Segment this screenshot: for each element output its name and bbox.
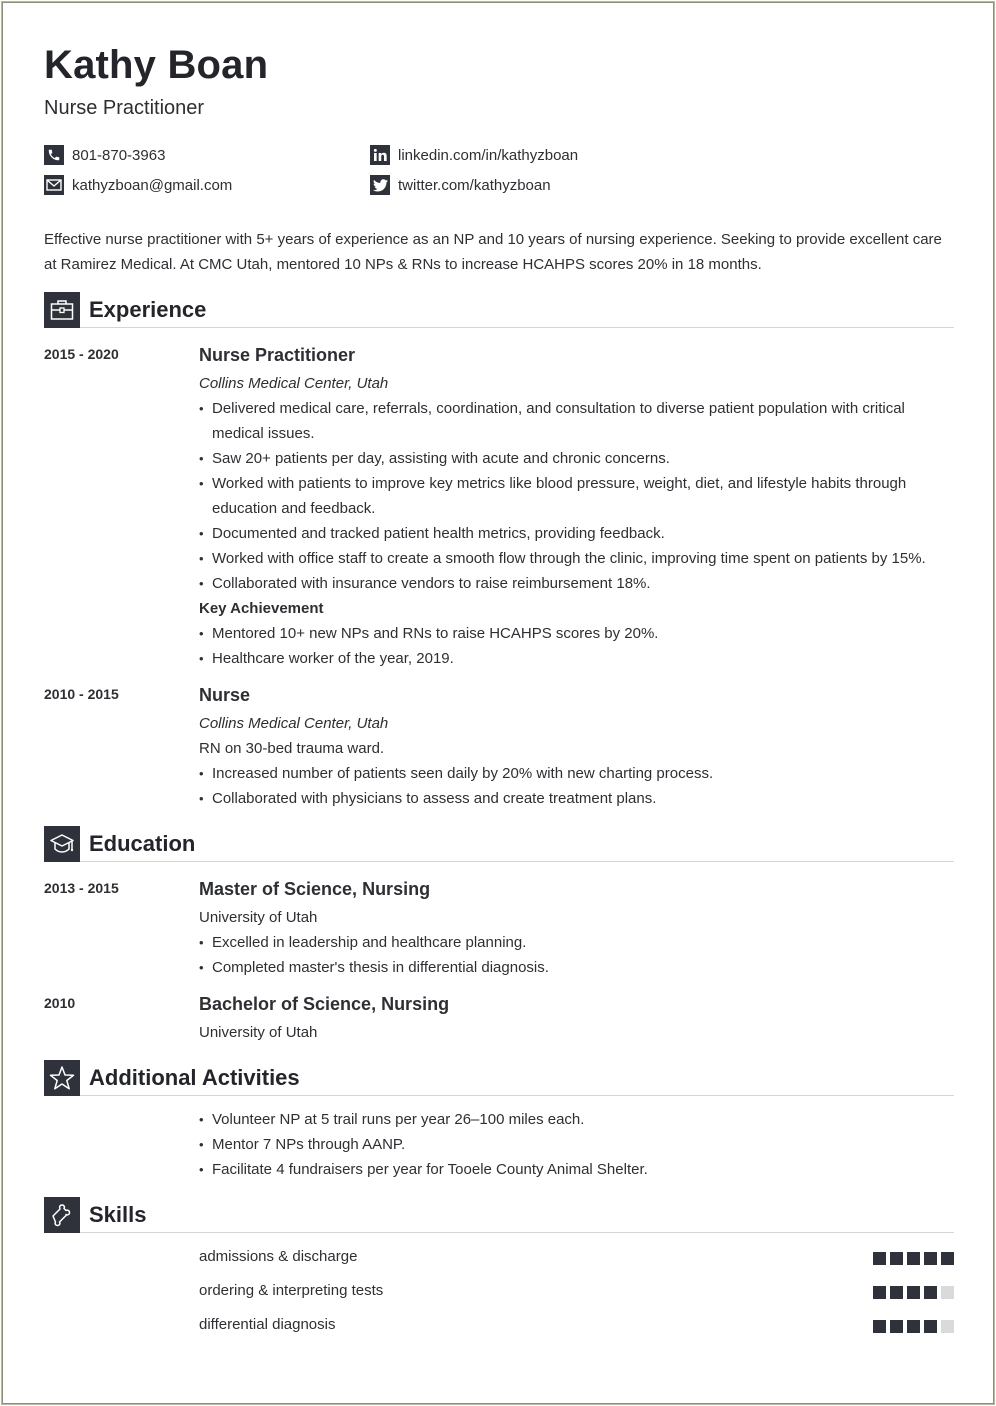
- candidate-title: Nurse Practitioner: [44, 97, 205, 119]
- section-education: [44, 826, 954, 862]
- list-item: • Worked with office staff to create a smooth flow through the clinic, improving time spent on patients by 15%.: [199, 546, 954, 571]
- contact-phone: [44, 145, 370, 165]
- entry-bullets: [199, 761, 954, 811]
- list-item: • Collaborated with insurance vendors to raise reimbursement 18%.: [199, 571, 954, 596]
- twitter-icon: [370, 175, 390, 195]
- rating-dot-filled: [924, 1320, 937, 1333]
- skill-rating-4-of-5: [873, 1286, 954, 1299]
- skill-name: ordering & interpreting tests: [199, 1282, 384, 1299]
- skill-row: [199, 1316, 954, 1336]
- linkedin-icon: [370, 145, 390, 165]
- rating-dot-filled: [907, 1320, 920, 1333]
- entry-degree: Master of Science, Nursing: [199, 879, 431, 899]
- summary: Effective nurse practitioner with 5+ years of experience as an NP and 10 years of nursing experience. Seeking to provide excellent care at Ramirez Medical. At CMC Utah, mentored 10 NPs & RNs to increase HCAHPS scores 20% in 18 months.: [44, 231, 942, 273]
- list-item: • Excelled in leadership and healthcare planning.: [199, 930, 954, 955]
- rating-dot-filled: [924, 1252, 937, 1265]
- list-item: • Collaborated with physicians to assess and create treatment plans.: [199, 786, 954, 811]
- rating-dot-filled: [890, 1252, 903, 1265]
- entry-organization: Collins Medical Center, Utah: [199, 715, 389, 732]
- resume-page: [2, 2, 994, 1404]
- list-item: • Increased number of patients seen daily by 20% with new charting process.: [199, 761, 954, 786]
- briefcase-icon: [44, 292, 80, 328]
- rating-dot-filled: [873, 1320, 886, 1333]
- email-link[interactable]: kathyzboan@gmail.com: [72, 176, 233, 194]
- rating-dot-filled: [924, 1286, 937, 1299]
- list-item: • Worked with patients to improve key metrics like blood pressure, weight, diet, and lifestyle habits through education and feedback.: [199, 471, 954, 521]
- skill-row: [199, 1282, 954, 1302]
- section-title: Additional Activities: [89, 1065, 300, 1090]
- entry-body: [199, 683, 954, 811]
- list-item: • Saw 20+ patients per day, assisting with acute and chronic concerns.: [199, 446, 954, 471]
- list-item: • Delivered medical care, referrals, coordination, and consultation to diverse patient population with critical medical issues.: [199, 396, 954, 446]
- skill-rating-5-of-5: [873, 1252, 954, 1265]
- entry-body: [199, 992, 954, 1045]
- list-item: • Documented and tracked patient health metrics, providing feedback.: [199, 521, 954, 546]
- puzzle-piece-icon: [44, 1197, 80, 1233]
- contact-row-1: [44, 145, 954, 165]
- activities-bullets: [199, 1107, 954, 1182]
- entry-school: University of Utah: [199, 1024, 318, 1041]
- contact-linkedin[interactable]: [370, 145, 578, 165]
- skill-row: [199, 1248, 954, 1268]
- skill-rating-4-of-5: [873, 1320, 954, 1333]
- rating-dot-empty: [941, 1320, 954, 1333]
- section-divider: [80, 861, 954, 862]
- rating-dot-filled: [873, 1286, 886, 1299]
- entry-bullets: [199, 930, 954, 980]
- contact-email[interactable]: [44, 175, 370, 195]
- section-title: Experience: [89, 297, 207, 322]
- entry-degree: Bachelor of Science, Nursing: [199, 994, 450, 1014]
- candidate-name: Kathy Boan: [44, 43, 269, 87]
- phone-text: 801-870-3963: [72, 146, 166, 164]
- entry-role: Nurse: [199, 685, 251, 705]
- section-title: Education: [89, 831, 196, 856]
- section-divider: [80, 1095, 954, 1096]
- entry-body: [199, 1107, 954, 1182]
- section-experience: [44, 292, 954, 328]
- list-item: • Completed master's thesis in differential diagnosis.: [199, 955, 954, 980]
- entry-dates: 2010: [44, 995, 76, 1011]
- graduation-cap-icon: [44, 826, 80, 862]
- contact-twitter[interactable]: [370, 175, 551, 195]
- list-item: • Healthcare worker of the year, 2019.: [199, 646, 954, 671]
- list-item: • Facilitate 4 fundraisers per year for Tooele County Animal Shelter.: [199, 1157, 954, 1182]
- entry-body: [199, 343, 954, 671]
- twitter-link[interactable]: twitter.com/kathyzboan: [398, 176, 551, 194]
- list-item: • Volunteer NP at 5 trail runs per year 26–100 miles each.: [199, 1107, 954, 1132]
- rating-dot-filled: [907, 1286, 920, 1299]
- entry-dates: 2010 - 2015: [44, 686, 119, 702]
- entry-organization: Collins Medical Center, Utah: [199, 375, 389, 392]
- star-icon: [44, 1060, 80, 1096]
- skill-name: differential diagnosis: [199, 1316, 336, 1333]
- achievement-bullets: [199, 621, 954, 671]
- section-activities: [44, 1060, 954, 1096]
- contact-row-2: [44, 175, 954, 195]
- section-divider: [80, 1232, 954, 1233]
- entry-dates: 2015 - 2020: [44, 346, 119, 362]
- rating-dot-filled: [941, 1252, 954, 1265]
- envelope-icon: [44, 175, 64, 195]
- entry-dates: 2013 - 2015: [44, 880, 119, 896]
- rating-dot-filled: [873, 1252, 886, 1265]
- phone-icon: [44, 145, 64, 165]
- linkedin-link[interactable]: linkedin.com/in/kathyzboan: [398, 146, 579, 164]
- entry-school: University of Utah: [199, 909, 318, 926]
- rating-dot-filled: [890, 1286, 903, 1299]
- list-item: • Mentor 7 NPs through AANP.: [199, 1132, 954, 1157]
- section-skills: [44, 1197, 954, 1233]
- entry-description: RN on 30-bed trauma ward.: [199, 740, 385, 757]
- list-item: • Mentored 10+ new NPs and RNs to raise HCAHPS scores by 20%.: [199, 621, 954, 646]
- rating-dot-filled: [907, 1252, 920, 1265]
- section-title: Skills: [89, 1202, 147, 1227]
- entry-role: Nurse Practitioner: [199, 345, 356, 365]
- rating-dot-filled: [890, 1320, 903, 1333]
- entry-body: [199, 877, 954, 980]
- skill-name: admissions & discharge: [199, 1248, 358, 1265]
- key-achievement-label: Key Achievement: [199, 600, 324, 617]
- rating-dot-empty: [941, 1286, 954, 1299]
- section-divider: [80, 327, 954, 328]
- entry-bullets: [199, 396, 954, 596]
